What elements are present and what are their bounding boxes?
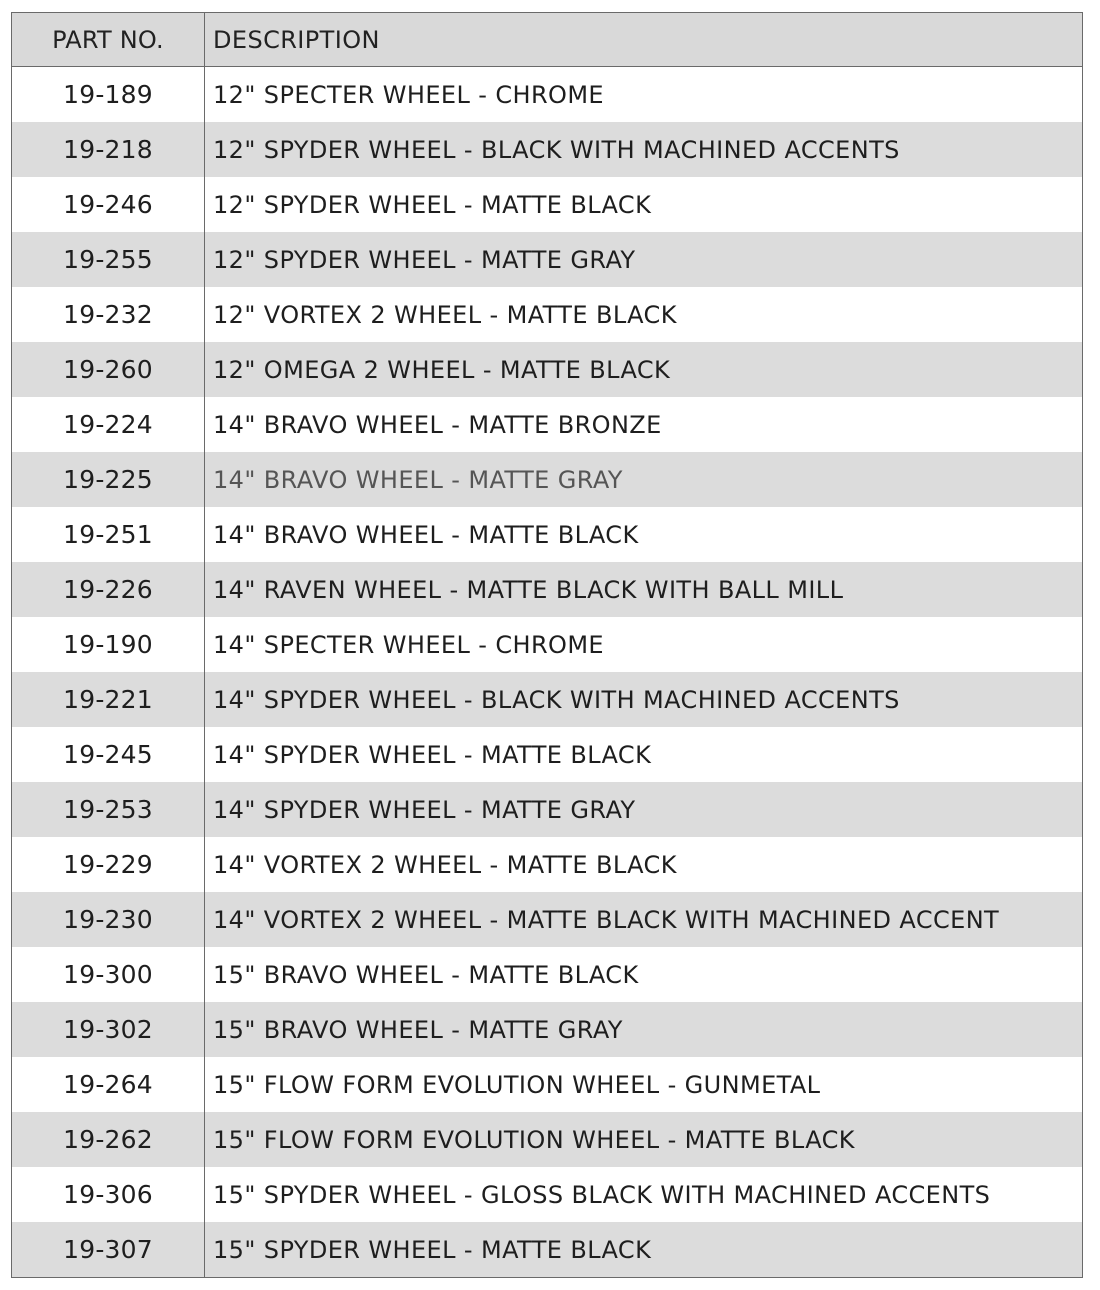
description-cell: 15" FLOW FORM EVOLUTION WHEEL - MATTE BLACK [213, 1125, 855, 1154]
description-cell: 14" SPECTER WHEEL - CHROME [213, 630, 605, 659]
table-row [12, 1057, 1082, 1112]
table-row [12, 837, 1082, 892]
description-cell: 15" BRAVO WHEEL - MATTE BLACK [213, 960, 639, 989]
part-number-cell: 19-302 [12, 1002, 205, 1057]
description-cell: 12" SPYDER WHEEL - MATTE BLACK [213, 190, 652, 219]
table-row [12, 177, 1082, 232]
part-number-cell: 19-226 [12, 562, 205, 617]
description-cell: 15" SPYDER WHEEL - MATTE BLACK [213, 1235, 652, 1264]
table-row [12, 122, 1082, 177]
description-cell: 14" RAVEN WHEEL - MATTE BLACK WITH BALL MILL [213, 575, 844, 604]
part-number-cell: 19-189 [12, 67, 205, 122]
table-row [12, 1167, 1082, 1222]
description-cell: 14" SPYDER WHEEL - MATTE GRAY [213, 795, 636, 824]
part-number-cell: 19-218 [12, 122, 205, 177]
part-number-cell: 19-229 [12, 837, 205, 892]
description-cell: 12" SPECTER WHEEL - CHROME [213, 80, 605, 109]
part-number-cell: 19-300 [12, 947, 205, 1002]
description-cell: 14" SPYDER WHEEL - BLACK WITH MACHINED ACCENTS [213, 685, 900, 714]
description-cell: 15" FLOW FORM EVOLUTION WHEEL - GUNMETAL [213, 1070, 821, 1099]
table-row [12, 507, 1082, 562]
table-row [12, 1112, 1082, 1167]
table-row [12, 397, 1082, 452]
description-cell: 15" SPYDER WHEEL - GLOSS BLACK WITH MACHINED ACCENTS [213, 1180, 991, 1209]
description-cell: 14" BRAVO WHEEL - MATTE BLACK [213, 520, 639, 549]
table-row [12, 617, 1082, 672]
part-number-cell: 19-225 [12, 452, 205, 507]
description-cell: 14" BRAVO WHEEL - MATTE GRAY [213, 465, 623, 494]
table-row [12, 1002, 1082, 1057]
table-row [12, 452, 1082, 507]
part-number-cell: 19-264 [12, 1057, 205, 1112]
table-row [12, 232, 1082, 287]
description-cell: 14" SPYDER WHEEL - MATTE BLACK [213, 740, 652, 769]
table-row [12, 892, 1082, 947]
description-cell: 12" OMEGA 2 WHEEL - MATTE BLACK [213, 355, 671, 384]
table-header-row [12, 13, 1082, 67]
description-cell: 14" BRAVO WHEEL - MATTE BRONZE [213, 410, 662, 439]
table-row [12, 342, 1082, 397]
part-number-cell: 19-190 [12, 617, 205, 672]
description-cell: 14" VORTEX 2 WHEEL - MATTE BLACK WITH MACHINED ACCENT [213, 905, 1000, 934]
part-number-cell: 19-253 [12, 782, 205, 837]
table-row [12, 67, 1082, 122]
column-header-part-no: PART NO. [12, 13, 205, 66]
part-number-cell: 19-224 [12, 397, 205, 452]
table-row [12, 727, 1082, 782]
part-number-cell: 19-260 [12, 342, 205, 397]
part-number-cell: 19-262 [12, 1112, 205, 1167]
description-cell: 12" SPYDER WHEEL - MATTE GRAY [213, 245, 636, 274]
table-row [12, 947, 1082, 1002]
description-cell: 12" SPYDER WHEEL - BLACK WITH MACHINED ACCENTS [213, 135, 900, 164]
part-number-cell: 19-230 [12, 892, 205, 947]
part-number-cell: 19-232 [12, 287, 205, 342]
description-cell: 12" VORTEX 2 WHEEL - MATTE BLACK [213, 300, 677, 329]
table-row [12, 672, 1082, 727]
part-number-cell: 19-245 [12, 727, 205, 782]
table-row [12, 562, 1082, 617]
description-cell: 14" VORTEX 2 WHEEL - MATTE BLACK [213, 850, 677, 879]
part-number-cell: 19-221 [12, 672, 205, 727]
column-header-description: DESCRIPTION [213, 25, 380, 54]
table-row [12, 782, 1082, 837]
part-number-cell: 19-246 [12, 177, 205, 232]
part-number-cell: 19-306 [12, 1167, 205, 1222]
table-body [12, 67, 1082, 1277]
table-row [12, 1222, 1082, 1277]
table-row [12, 287, 1082, 342]
part-number-cell: 19-307 [12, 1222, 205, 1277]
part-number-cell: 19-255 [12, 232, 205, 287]
parts-table [11, 12, 1083, 1278]
part-number-cell: 19-251 [12, 507, 205, 562]
description-cell: 15" BRAVO WHEEL - MATTE GRAY [213, 1015, 623, 1044]
